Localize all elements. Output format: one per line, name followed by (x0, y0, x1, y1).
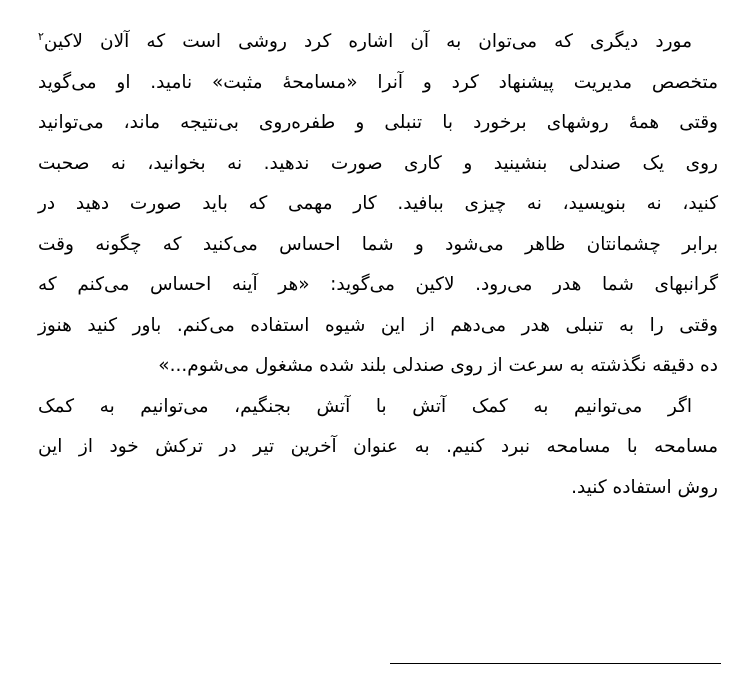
paragraph-positive-procrastination (38, 22, 718, 387)
footnote-separator-rule (390, 663, 721, 664)
text-line-last: روش استفاده کنید. (571, 476, 718, 498)
text-line: اگر می‌توانیم به کمک آتش با آتش بجنگیم، می‌توانیم به کمک (38, 395, 692, 417)
text-line: مسامحه با مسامحه نبرد کنیم. به عنوان آخرین تیر در ترکش خود از این (38, 436, 718, 457)
footnote-marker[interactable]: ۲ (38, 29, 44, 43)
body-text (38, 22, 718, 508)
text-line: وقتی را به تنبلی هدر می‌دهم از این شیوه استفاده می‌کنم. باور کنید هنوز (38, 314, 718, 336)
text-line: وقتی همهٔ روشهای برخورد با تنبلی و طفره‌روی بی‌نتیجه ماند، می‌توانید (38, 112, 718, 133)
text-line (38, 22, 718, 63)
text-line: کنید، نه بنویسید، نه چیزی ببافید. کار مهمی که باید صورت دهید در (38, 193, 718, 214)
text-line: گرانبهای شما هدر می‌رود. لاکین می‌گوید: «هر آینه احساس می‌کنم که (38, 274, 718, 295)
text-line-last: ده دقیقه نگذشته به سرعت از روی صندلی بلند شده مشغول می‌شوم...» (158, 355, 718, 376)
line-text: مورد دیگری که می‌توان به آن اشاره کرد روشی است که آلان لاکین (43, 31, 692, 52)
text-line: متخصص مدیریت پیشنهاد کرد و آنرا «مسامحهٔ مثبت» نامید. او می‌گوید (38, 71, 718, 93)
text-line: روی یک صندلی بنشینید و کاری صورت ندهید. نه بخوانید، نه صحبت (38, 152, 718, 174)
paragraph-fight-fire-with-fire (38, 387, 718, 509)
text-line: برابر چشمانتان ظاهر می‌شود و شما احساس می‌کنید که چگونه وقت (38, 233, 718, 255)
